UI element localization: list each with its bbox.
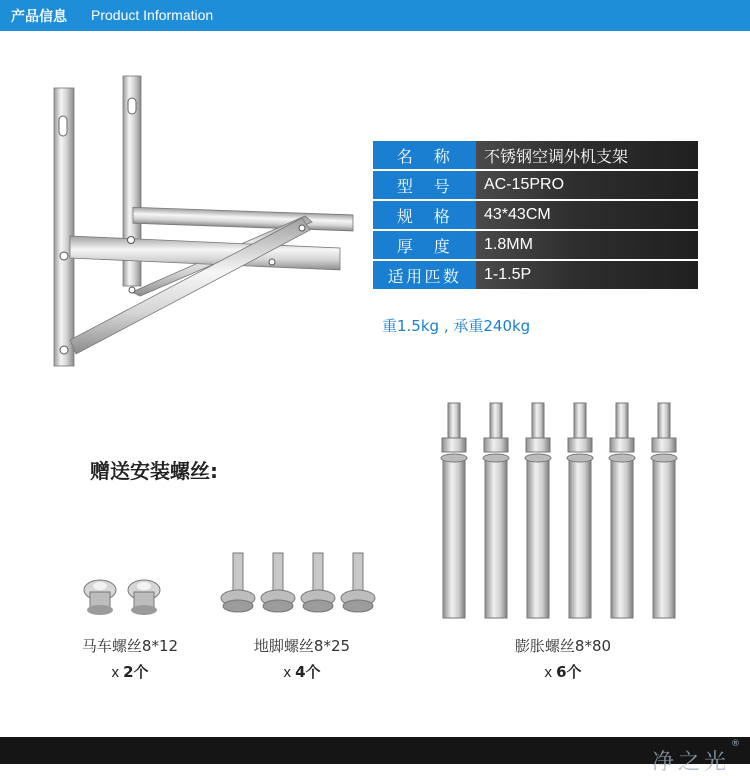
spec-key: 适用匹数 bbox=[373, 261, 476, 289]
spec-value: 不锈钢空调外机支架 bbox=[476, 141, 698, 169]
spec-key: 规 格 bbox=[373, 201, 476, 229]
spec-table bbox=[373, 139, 698, 291]
spec-row-name bbox=[373, 141, 698, 169]
foot-screw-image bbox=[215, 548, 390, 618]
spec-row-model bbox=[373, 171, 698, 199]
spec-key: 名 称 bbox=[373, 141, 476, 169]
carriage-bolt-qty: x 2个 bbox=[111, 663, 149, 681]
spec-row-power bbox=[373, 261, 698, 289]
spec-value: AC-15PRO bbox=[476, 171, 698, 199]
footer-logo: 净之光 bbox=[651, 750, 730, 775]
footer-bar bbox=[0, 737, 750, 775]
foot-screw-label: 地脚螺丝8*25 bbox=[253, 637, 351, 655]
carriage-bolt-image bbox=[78, 572, 173, 622]
spec-key: 厚 度 bbox=[373, 231, 476, 259]
spec-key: 型 号 bbox=[373, 171, 476, 199]
header-title-en: Product Information bbox=[91, 7, 214, 23]
weight-note: 重1.5kg , 承重240kg bbox=[382, 317, 531, 335]
expansion-bolt-label: 膨胀螺丝8*80 bbox=[514, 637, 612, 655]
header-bar bbox=[0, 0, 750, 31]
spec-row-thickness bbox=[373, 231, 698, 259]
expansion-bolt-image bbox=[430, 398, 710, 623]
spec-value: 1.8MM bbox=[476, 231, 698, 259]
accessories-heading: 赠送安装螺丝: bbox=[90, 459, 218, 483]
spec-value: 1-1.5P bbox=[476, 261, 698, 289]
spec-row-size bbox=[373, 201, 698, 229]
spec-value: 43*43CM bbox=[476, 201, 698, 229]
foot-screw-qty: x 4个 bbox=[283, 663, 321, 681]
carriage-bolt-label: 马车螺丝8*12 bbox=[81, 637, 179, 655]
expansion-bolt-qty: x 6个 bbox=[544, 663, 582, 681]
header-title-zh: 产品信息 bbox=[11, 9, 67, 25]
bracket-product-image bbox=[40, 70, 370, 375]
registered-mark: ® bbox=[731, 739, 740, 749]
